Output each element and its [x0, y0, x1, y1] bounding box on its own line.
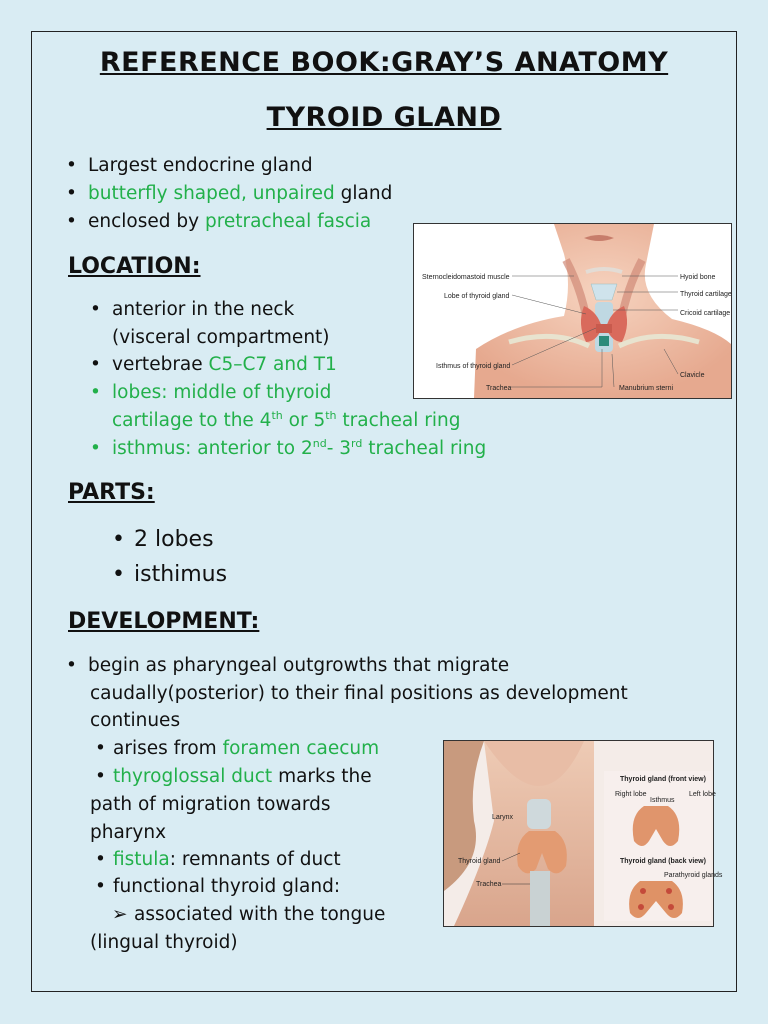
- fig1-label-clavicle: Clavicle: [680, 372, 705, 379]
- thyroid-views-figure: [443, 740, 723, 927]
- development-sub-4: • functional thyroid gland:: [95, 876, 341, 897]
- fig1-label-trachea: Trachea: [486, 385, 512, 392]
- fig1-label-scm: Sternocleidomastoid muscle: [422, 274, 510, 281]
- fig2-label-left-lobe: Left lobe: [689, 791, 716, 798]
- fig1-label-lobe: Lobe of thyroid gland: [444, 293, 510, 300]
- parts-heading: PARTS:: [68, 480, 155, 505]
- location-heading: LOCATION:: [68, 254, 201, 279]
- location-bullet-2: • vertebrae C5–C7 and T1: [90, 354, 337, 375]
- development-bullet-1-cont-1: caudally(posterior) to their final positions as development: [90, 683, 628, 704]
- development-bullet-1: • begin as pharyngeal outgrowths that migrate: [66, 655, 510, 676]
- fig1-label-manubrium: Manubrium sterni: [619, 385, 674, 392]
- reference-title: REFERENCE BOOK:GRAY’S ANATOMY: [99, 47, 669, 78]
- intro-bullet-3: • enclosed by pretracheal fascia: [66, 211, 372, 232]
- development-sub-2-cont-1: path of migration towards: [90, 794, 331, 815]
- fig1-label-thyroid-cartilage: Thyroid cartilage: [680, 291, 732, 298]
- thyroid-location-figure: [413, 223, 732, 399]
- location-bullet-1-cont: (visceral compartment): [112, 327, 330, 348]
- fig1-label-cricoid: Cricoid cartilage: [680, 310, 731, 317]
- development-sub-2: • thyroglossal duct marks the: [95, 766, 372, 787]
- fig2-label-right-lobe: Right lobe: [615, 791, 647, 798]
- thyroid-views-illustration: [444, 741, 723, 926]
- location-bullet-4: • isthmus: anterior to 2nd- 3rd tracheal ring: [90, 436, 487, 459]
- fig2-label-back-title: Thyroid gland (back view): [620, 858, 706, 865]
- page-title: TYROID GLAND: [266, 102, 502, 133]
- development-sub-4-cont: (lingual thyroid): [90, 932, 238, 953]
- intro-bullet-2: • butterfly shaped, unpaired gland: [66, 183, 393, 204]
- fig2-label-isthmus: Isthmus: [650, 797, 675, 804]
- arrow-bullet-icon: ➢: [112, 904, 128, 925]
- intro-bullet-1: • Largest endocrine gland: [66, 155, 313, 176]
- location-bullet-1: • anterior in the neck: [90, 299, 295, 320]
- fig2-label-larynx: Larynx: [492, 814, 514, 821]
- location-bullet-3: • lobes: middle of thyroid: [90, 382, 332, 403]
- development-sub-4-arrow-item: ➢ associated with the tongue: [112, 904, 386, 925]
- fig1-label-isthmus: Isthmus of thyroid gland: [436, 363, 511, 370]
- thyroid-location-illustration: [414, 224, 731, 398]
- development-heading: DEVELOPMENT:: [68, 609, 260, 634]
- parts-item-2: • isthimus: [112, 562, 228, 587]
- development-bullet-1-cont-2: continues: [90, 710, 181, 731]
- development-sub-1: • arises from foramen caecum: [95, 738, 380, 759]
- development-sub-2-cont-2: pharynx: [90, 822, 167, 843]
- location-bullet-3-cont: cartilage to the 4th or 5th tracheal ring: [112, 408, 461, 431]
- fig2-label-front-title: Thyroid gland (front view): [620, 776, 706, 783]
- fig2-label-parathyroid: Parathyroid glands: [664, 872, 723, 879]
- fig2-label-trachea: Trachea: [476, 881, 502, 888]
- fig2-label-thyroid: Thyroid gland: [458, 858, 501, 865]
- development-sub-3: • fistula: remnants of duct: [95, 849, 341, 870]
- parts-item-1: • 2 lobes: [112, 527, 214, 552]
- fig1-label-hyoid: Hyoid bone: [680, 274, 716, 281]
